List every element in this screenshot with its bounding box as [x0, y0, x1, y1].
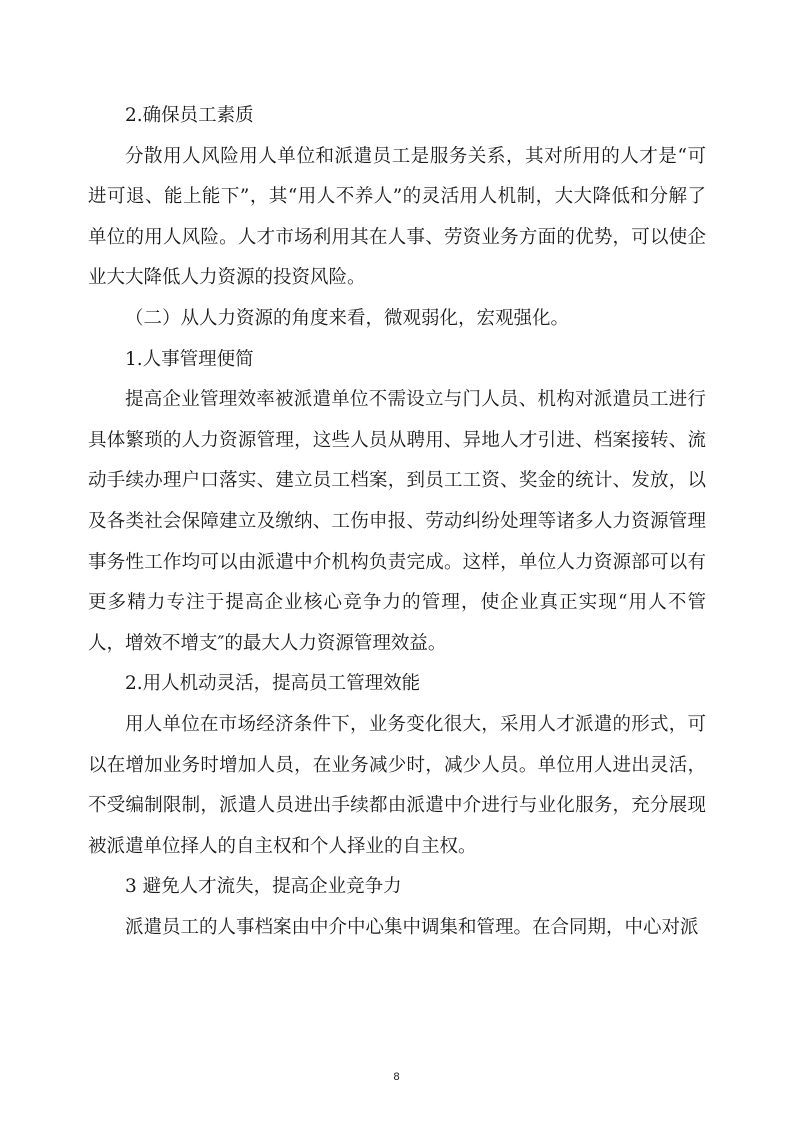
section-heading-flexible-staffing: 2.用人机动灵活，提高员工管理效能 [125, 673, 421, 695]
paragraph-talent-files: 派遣员工的人事档案由中介中心集中调集和管理。在合同期，中心对派 [125, 916, 699, 938]
section-heading-ensure-quality: 2.确保员工素质 [125, 105, 254, 126]
page-number: 8 [393, 1071, 400, 1083]
section-heading-avoid-talent-loss: 3 避免人才流失，提高企业竞争力 [125, 876, 402, 898]
document-page [88, 96, 706, 948]
section-heading-hr-perspective: （二）从人力资源的角度来看，微观弱化，宏观强化。 [125, 307, 570, 329]
section-heading-simplified-management: 1.人事管理便简 [125, 348, 254, 370]
paragraph-disperse-risk: 分散用人风险用人单位和派遣员工是服务关系，其对所用的人才是“可进可退、能上能下”，其“用人不养人”的灵活用人机制，大大降低和分解了单位的用人风险。人才市场利用其在人事、劳资业务方面的优势，可以使企业大大降低人力资源的投资风险。 [88, 145, 706, 289]
paragraph-management-efficiency: 提高企业管理效率被派遣单位不需设立与门人员、机构对派遣员工进行具体繁琐的人力资源管理，这些人员从聘用、异地人才引进、档案接转、流动手续办理户口落实、建立员工档案，到员工工资、奖金的统计、发放，以及各类社会保障建立及缴纳、工伤申报、劳动纠纷处理等诸多人力资源管理事务性工作均可以由派遣中介机构负责完成。这样，单位人力资源部可以有更多精力专注于提高企业核心竞争力的管理，使企业真正实现“用人不管人，增效不增支″的最大人力资源管理效益。 [88, 389, 706, 654]
paragraph-flexible-staffing: 用人单位在市场经济条件下，业务变化很大，采用人才派遣的形式，可以在增加业务时增加人员，在业务减少时，减少人员。单位用人进出灵活，不受编制限制，派遣人员进出手续都由派遣中介进行与业化服务，充分展现被派遣单位择人的自主权和个人择业的自主权。 [88, 713, 706, 857]
